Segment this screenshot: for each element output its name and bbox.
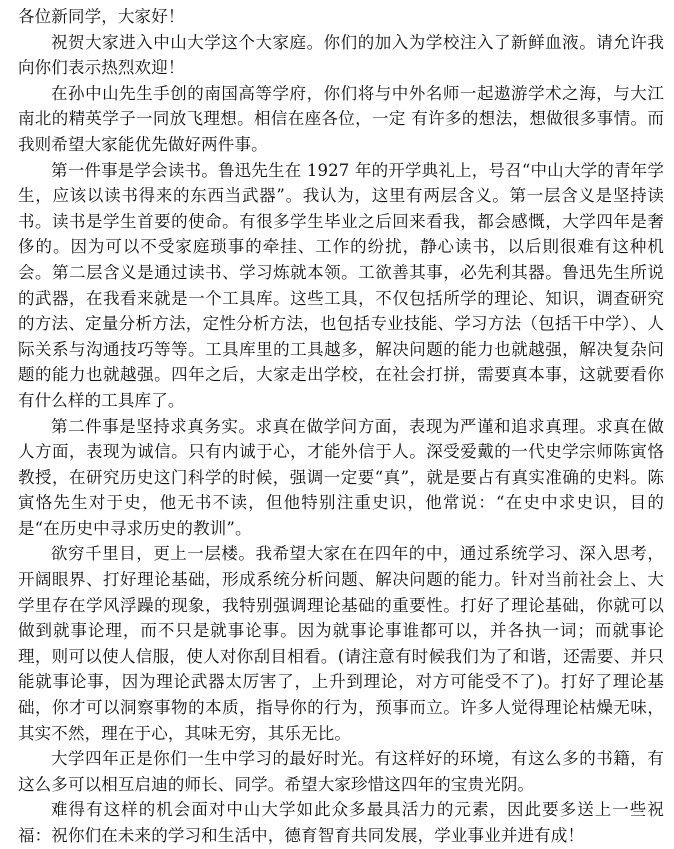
- paragraph-theory: 欲穷千里目，更上一层楼。我希望大家在在四年的中，通过系统学习、深入思考，开阔眼界、打好理论基础，形成系统分析问题、解决问题的能力。针对当前社会上、大学里存在学风浮躁的现象，我特别强调理论基础的重要性。打好了理论基础，你就可以做到就事论理，而不只是就事论事。因为就事论事谁都可以，并各执一词；而就事论理，则可以使人信服，使人对你刮目相看。(请注意有时候我们为了和谐，还需要、并只能就事论事，因为理论武器太厉害了，上升到理论，对方可能受不了)。打好了理论基础，你才可以洞察事物的本质，指导你的行为，预事而立。许多人觉得理论枯燥无味，其实不然，理在于心，其味无穷，其乐无比。: [18, 544, 664, 743]
- paragraph-reading: 第一件事是学会读书。鲁迅先生在 1927 年的开学典礼上，号召“中山大学的青年学生，应该以读书得来的东西当武器”。我认为，这里有两层含义。第一层含义是坚持读书。读书是学生首要的使命。有很多学生毕业之后回来看我，都会感慨，大学四年是奢侈的。因为可以不受家庭琐事的牵挂、工作的纷扰，静心读书，以后則很难有这种机会。第二层含义是通过读书、学习炼就本领。工欲善其事，必先利其器。鲁迅先生所说的武器，在我看来就是一个工具库。这些工具，不仅包括所学的理论、知识，调查研究的方法、定量分析方法，定性分析方法，也包括专业技能、学习方法（包括干中学）、人际关系与沟通技巧等等。工具库里的工具越多，解决问题的能力也就越强，解决复杂问题的能力也就越强。四年之后，大家走出学校，在社会打拼，需要真本事，这就要看你有什么样的工具库了。: [18, 160, 664, 410]
- greeting-line: 各位新同学，大家好！: [18, 7, 185, 26]
- paragraph-intro: 在孙中山先生手创的南国高等学府，你们将与中外名师一起遨游学术之海，与大江南北的精英学子一同放飞理想。相信在座各位，一定 有许多的想法，想做很多事情。而我则希望大家能优先做好两件事。: [18, 83, 664, 154]
- paragraph-four-years: 大学四年正是你们一生中学习的最好时光。有这样好的环境，有这么多的书籍，有这么多可以相互启迪的师长、同学。希望大家珍惜这四年的宝贵光阴。: [18, 749, 664, 794]
- paragraph-welcome: 祝贺大家进入中山大学这个大家庭。你们的加入为学校注入了新鲜血液。请允许我向你们表示热烈欢迎！: [18, 32, 664, 78]
- paragraph-blessing: 难得有这样的机会面对中山大学如此众多最具活力的元素，因此要多送上一些祝福：祝你们在未来的学习和生活中，德育智育共同发展，学业事业并进有成！: [18, 800, 664, 845]
- paragraph-truth: 第二件事是坚持求真务实。求真在做学问方面，表现为严谨和追求真理。求真在做人方面，表现为诚信。只有内诚于心，才能外信于人。深受爱戴的一代史学宗师陈寅恪教授，在研究历史这门科学的时候，强调一定要“真”，就是要占有真实准确的史料。陈寅恪先生对于史，他无书不读，但他特别注重史识，他常说：“在史中求史识，目的是“在历史中寻求历史的教训”。: [18, 416, 664, 538]
